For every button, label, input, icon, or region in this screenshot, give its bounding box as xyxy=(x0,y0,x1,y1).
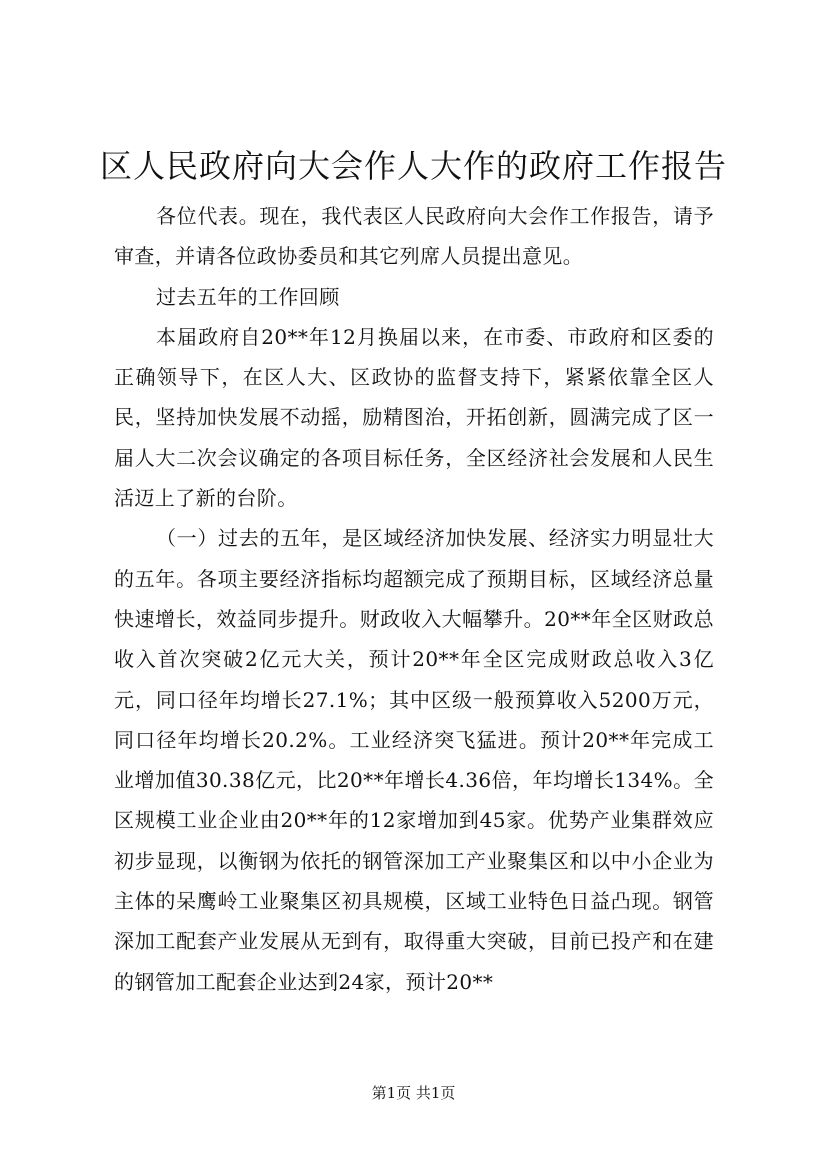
page-footer: 第1页 共1页 xyxy=(371,1084,456,1102)
document-title: 区人民政府向大会作人大作的政府工作报告 xyxy=(99,147,727,185)
paragraph-review: 本届政府自20**年12月换届以来，在市委、市政府和区委的正确领导下，在区人大、区政协的监督支持下，紧紧依靠全区人民，坚持加快发展不动摇，励精图治，开拓创新，圆满完成了区一届人大二次会议确定的各项目标任务，全区经济社会发展和人民生活迈上了新的台阶。 xyxy=(114,324,714,511)
section-heading: 过去五年的工作回顾 xyxy=(156,284,340,309)
document-body xyxy=(114,196,714,1002)
paragraph-economy: （一）过去的五年，是区域经济加快发展、经济实力明显壮大的五年。各项主要经济指标均超额完成了预期目标，区域经济总量快速增长，效益同步提升。财政收入大幅攀升。20**年全区财政总收入首次突破2亿元大关，预计20**年全区完成财政总收入3亿元，同口径年均增长27.1%；其中区级一般预算收入5200万元，同口径年均增长20.2%。工业经济突飞猛进。预计20**年完成工业增加值30.38亿元，比20**年增长4.36倍，年均增长134%。全区规模工业企业由20**年的12家增加到45家。优势产业集群效应初步显现，以衡钢为依托的钢管深加工产业聚集区和以中小企业为主体的呆鹰岭工业聚集区初具规模，区域工业特色日益凸现。钢管深加工配套产业发展从无到有，取得重大突破，目前已投产和在建的钢管加工配套企业达到24家，预计20** xyxy=(114,526,714,994)
paragraph-opening: 各位代表。现在，我代表区人民政府向大会作工作报告，请予审查，并请各位政协委员和其它列席人员提出意见。 xyxy=(114,204,714,269)
